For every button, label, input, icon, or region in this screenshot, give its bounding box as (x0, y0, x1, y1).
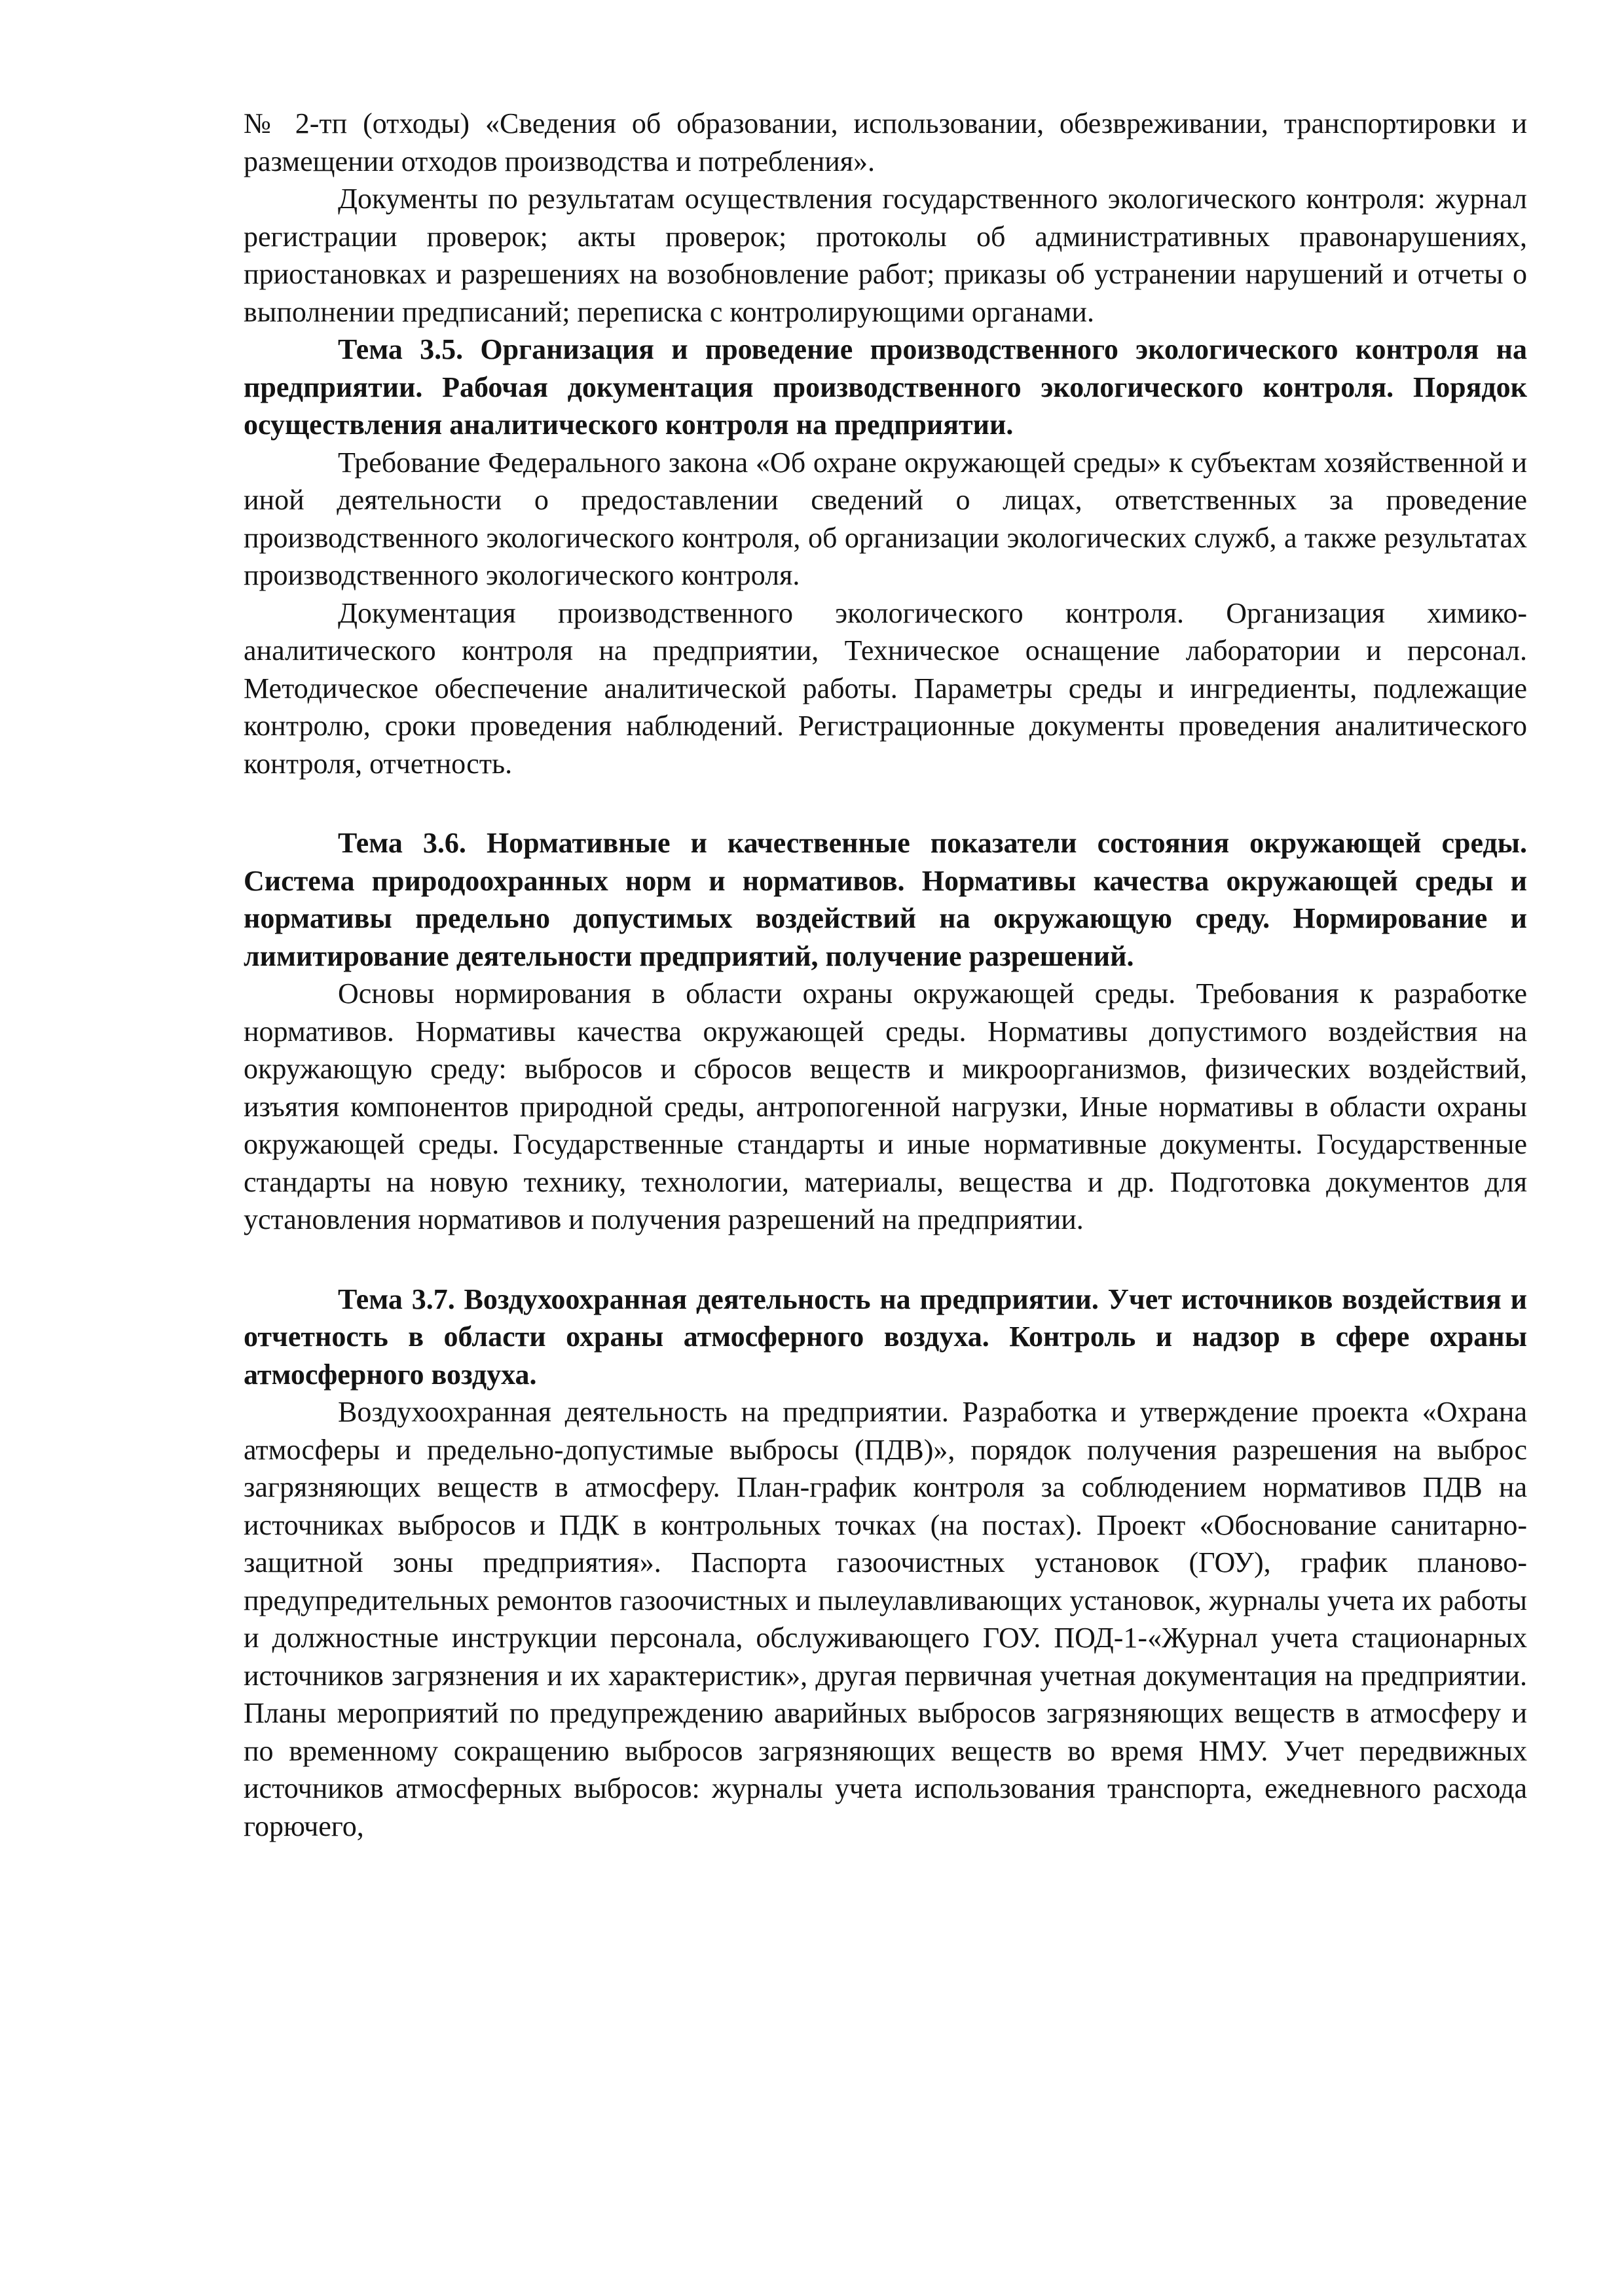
section-spacer (244, 1239, 1527, 1281)
document-page (244, 105, 1527, 1845)
section-heading-3-6: Тема 3.6. Нормативные и качественные показатели состояния окружающей среды. Система природоохранных норм и нормативов. Нормативы качества окружающей среды и нормативы предельно допустимых воздействий на окружающую среду. Нормирование и лимитирование деятельности предприятий, получение разрешений. (244, 827, 1527, 972)
section-3-5-paragraph-2: Документация производственного экологического контроля. Организация химико-аналитического контроля на предприятии, Техническое оснащение лаборатории и персонал. Методическое обеспечение аналитической работы. Параметры среды и ингредиенты, подлежащие контролю, сроки проведения наблюдений. Регистрационные документы проведения аналитического контроля, отчетность. (244, 596, 1527, 780)
paragraph-state-control-documents: Документы по результатам осуществления государственного экологического контроля: журнал регистрации проверок; акты проверок; протоколы об административных правонарушениях, приостановках и разрешениях на возобновление работ; приказы об устранении нарушений и отчеты о выполнении предписаний; переписка с контролирующими органами. (244, 183, 1527, 328)
section-spacer (244, 782, 1527, 824)
section-3-5-paragraph-1: Требование Федерального закона «Об охране окружающей среды» к субъектам хозяйственной и иной деятельности о предоставлении сведений о лицах, ответственных за проведение производственного экологического контроля, об организации экологических служб, а также результатах производственного экологического контроля. (244, 446, 1527, 591)
paragraph-report-form: № 2-тп (отходы) «Сведения об образовании, использовании, обезвреживании, транспортировки и размещении отходов производства и потребления». (244, 107, 1527, 177)
section-3-7-paragraph-1: Воздухоохранная деятельность на предприятии. Разработка и утверждение проекта «Охрана атмосферы и предельно-допустимые выбросы (ПДВ)», порядок получения разрешения на выброс загрязняющих веществ в атмосферу. План-график контроля за соблюдением нормативов ПДВ на источниках выбросов и ПДК в контрольных точках (на постах). Проект «Обоснование санитарно-защитной зоны предприятия». Паспорта газоочистных установок (ГОУ), график планово-предупредительных ремонтов газоочистных и пылеулавливающих установок, журналы учета их работы и должностные инструкции персонала, обслуживающего ГОУ. ПОД-1-«Журнал учета стационарных источников загрязнения и их характеристик», другая первичная учетная документация на предприятии. Планы мероприятий по предупреждению аварийных выбросов загрязняющих веществ в атмосферу и по временному сокращению выбросов загрязняющих веществ во время НМУ. Учет передвижных источников атмосферных выбросов: журналы учета использования транспорта, ежедневного расхода горючего, (244, 1396, 1527, 1842)
section-heading-3-7: Тема 3.7. Воздухоохранная деятельность на предприятии. Учет источников воздействия и отчетность в области охраны атмосферного воздуха. Контроль и надзор в сфере охраны атмосферного воздуха. (244, 1283, 1527, 1391)
section-heading-3-5: Тема 3.5. Организация и проведение производственного экологического контроля на предприятии. Рабочая документация производственного экологического контроля. Порядок осуществления аналитического контроля на предприятии. (244, 333, 1527, 441)
section-3-6-paragraph-1: Основы нормирования в области охраны окружающей среды. Требования к разработке нормативов. Нормативы качества окружающей среды. Нормативы допустимого воздействия на окружающую среду: выбросов и сбросов веществ и микроорганизмов, физических воздействий, изъятия компонентов природной среды, антропогенной нагрузки, Иные нормативы в области охраны окружающей среды. Государственные стандарты и иные нормативные документы. Государственные стандарты на новую технику, технологии, материалы, вещества и др. Подготовка документов для установления нормативов и получения разрешений на предприятии. (244, 977, 1527, 1235)
